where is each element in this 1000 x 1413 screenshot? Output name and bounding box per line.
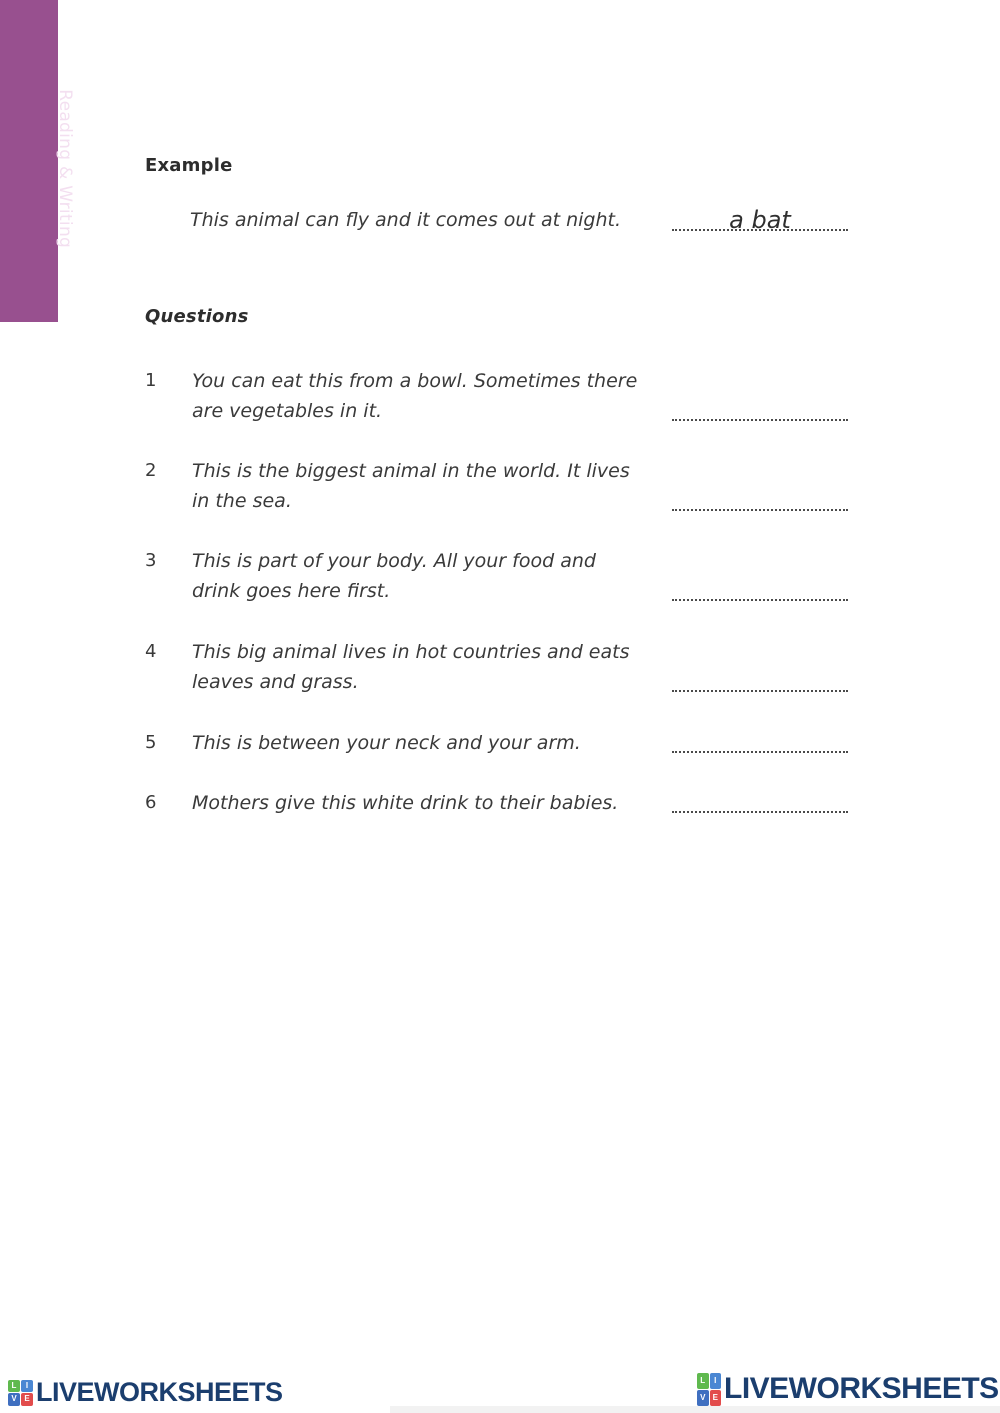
- logo-text: LIVEWORKSHEETS: [724, 1372, 999, 1405]
- example-answer-text: a bat: [729, 206, 791, 234]
- question-number: 1: [145, 370, 157, 391]
- question-row-3: [145, 546, 848, 606]
- level-banner-text: [17, 12, 75, 248]
- liveworksheets-icon: [8, 1380, 33, 1406]
- logo-cell-v: V: [8, 1393, 20, 1406]
- answer-line-5[interactable]: [672, 743, 848, 753]
- answer-line-3[interactable]: [672, 591, 848, 601]
- question-row-5: [145, 728, 848, 758]
- logo-cell-l: L: [8, 1380, 20, 1393]
- question-number: 5: [145, 732, 157, 753]
- logo-cell-e: E: [710, 1390, 722, 1406]
- answer-line-1[interactable]: [672, 411, 848, 421]
- logo-cell-e: E: [21, 1393, 33, 1406]
- level-subtitle: Reading & Writing: [55, 89, 75, 249]
- answer-line-2[interactable]: [672, 501, 848, 511]
- liveworksheets-logo-left[interactable]: [8, 1377, 283, 1408]
- questions-heading: Questions: [145, 306, 249, 327]
- logo-cell-i: I: [21, 1380, 33, 1393]
- question-number: 4: [145, 641, 157, 662]
- example-row: [190, 205, 848, 237]
- question-text: This is the biggest animal in the world. It lives in the sea.: [192, 460, 630, 512]
- level-banner: [0, 0, 75, 322]
- logo-cell-v: V: [697, 1390, 709, 1406]
- logo-text: LIVEWORKSHEETS: [36, 1377, 283, 1407]
- answer-line-6[interactable]: [672, 803, 848, 813]
- question-number: 2: [145, 460, 157, 481]
- example-heading: Example: [145, 155, 233, 176]
- question-row-2: [145, 456, 848, 516]
- question-number: 3: [145, 550, 157, 571]
- logo-cell-i: I: [710, 1373, 722, 1389]
- liveworksheets-logo-right[interactable]: [697, 1372, 999, 1406]
- question-text: This big animal lives in hot countries and eats leaves and grass.: [192, 641, 630, 693]
- logo-cell-l: L: [697, 1373, 709, 1389]
- page-edge-shadow: [390, 1406, 1000, 1413]
- example-sentence: This animal can fly and it comes out at night.: [190, 209, 621, 231]
- question-text: This is between your neck and your arm.: [192, 732, 581, 754]
- liveworksheets-icon: [697, 1373, 721, 1406]
- question-text: You can eat this from a bowl. Sometimes there are vegetables in it.: [192, 370, 638, 422]
- question-row-1: [145, 366, 848, 426]
- answer-line-4[interactable]: [672, 682, 848, 692]
- question-row-6: [145, 788, 848, 818]
- question-row-4: [145, 637, 848, 697]
- question-number: 6: [145, 792, 157, 813]
- question-text: Mothers give this white drink to their babies.: [192, 792, 619, 814]
- example-answer-line[interactable]: [672, 206, 848, 234]
- question-text: This is part of your body. All your food and drink goes here first.: [192, 550, 596, 602]
- level-name: Movers: [55, 12, 75, 84]
